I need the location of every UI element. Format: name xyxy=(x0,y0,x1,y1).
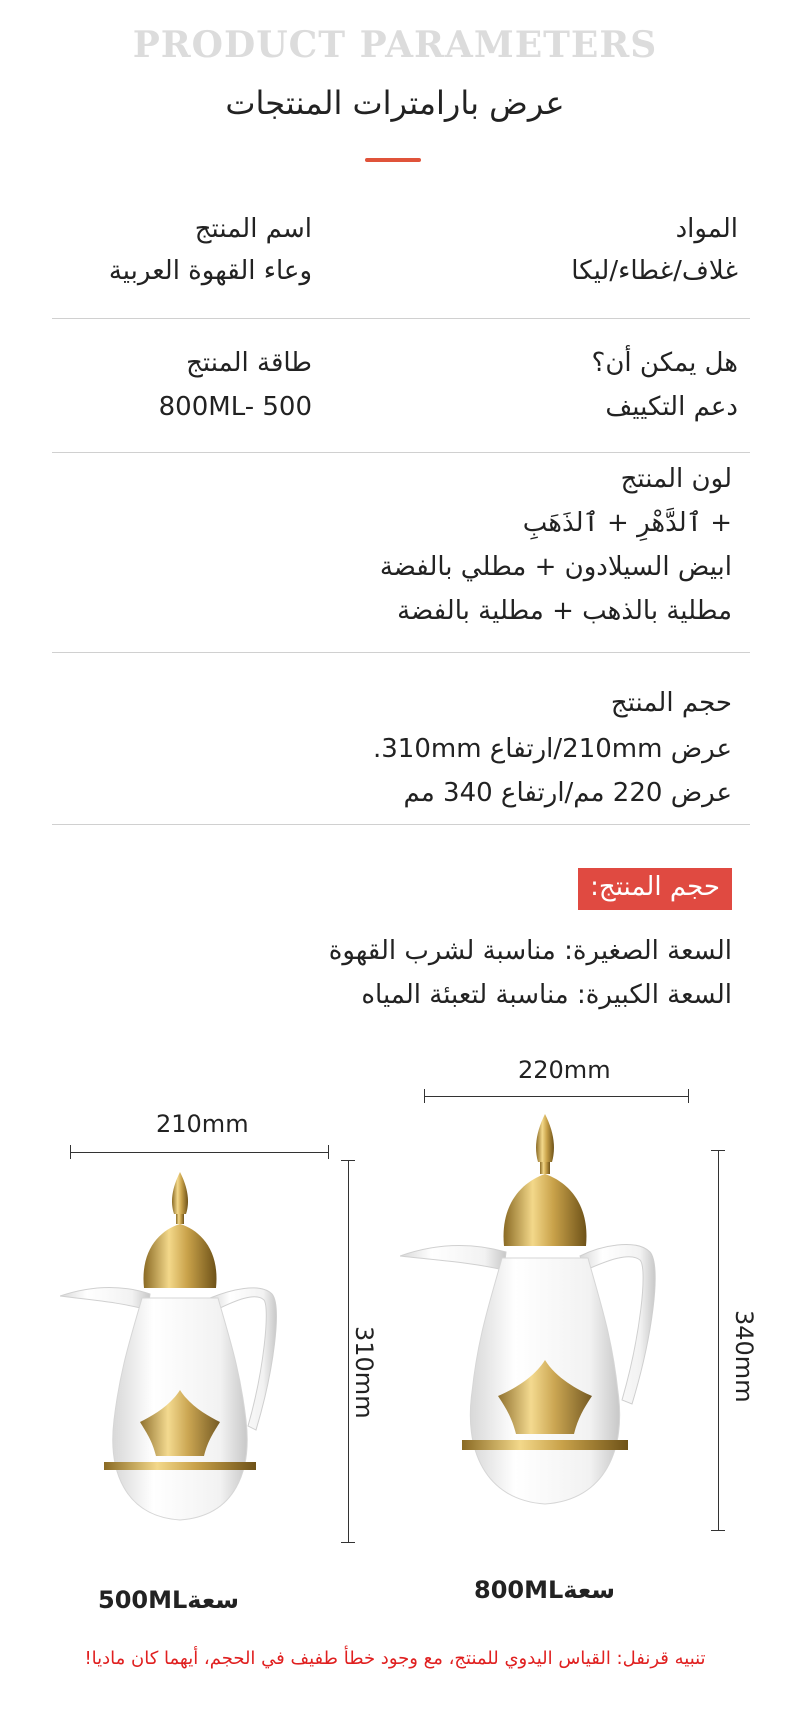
capacity-badge: حجم المنتج: xyxy=(578,868,732,910)
color-label: لون المنتج xyxy=(620,464,732,494)
divider xyxy=(52,652,750,653)
small-height-line xyxy=(348,1160,349,1542)
small-width-line xyxy=(70,1152,328,1153)
color-option-3: مطلية بالذهب + مطلية بالفضة xyxy=(397,596,732,626)
large-height-line xyxy=(718,1150,719,1530)
large-height-label: 340mm xyxy=(730,1310,758,1403)
divider xyxy=(52,824,750,825)
large-width-tick-right xyxy=(688,1089,689,1103)
title-underline-dot xyxy=(416,158,421,162)
small-height-tick-bottom xyxy=(341,1542,355,1543)
small-dallah-image xyxy=(60,1170,310,1550)
title-underline xyxy=(365,158,420,162)
color-option-1: + ٱلدَّهْرِ + ٱلذَهَبِ xyxy=(522,508,732,538)
color-option-2: ابيض السيلادون + مطلي بالفضة xyxy=(379,552,732,582)
small-height-tick-top xyxy=(341,1160,355,1161)
title-en: PRODUCT PARAMETERS xyxy=(132,24,658,66)
ac-question-label: هل يمكن أن؟ xyxy=(591,348,738,378)
small-capacity-label: سعة500ML xyxy=(98,1586,239,1614)
large-dallah-image xyxy=(400,1112,680,1532)
large-height-tick-top xyxy=(711,1150,725,1151)
size-large: عرض 220 مم/ارتفاع 340 مم xyxy=(403,778,732,808)
large-width-line xyxy=(424,1096,688,1097)
product-name-label: اسم المنتج xyxy=(194,214,312,244)
small-height-label: 310mm xyxy=(350,1326,378,1419)
large-capacity-label: سعة800ML xyxy=(474,1576,615,1604)
material-value: غلاف/غطاء/ليكا xyxy=(571,256,738,286)
small-width-tick-left xyxy=(70,1145,71,1159)
ac-support-value: دعم التكييف xyxy=(605,392,738,422)
size-small: عرض 210mm/ارتفاع 310mm. xyxy=(372,734,732,764)
product-name-value: وعاء القهوة العربية xyxy=(108,256,312,286)
small-width-tick-right xyxy=(328,1145,329,1159)
large-height-tick-bottom xyxy=(711,1530,725,1531)
large-width-tick-left xyxy=(424,1089,425,1103)
large-capacity-note: السعة الكبيرة: مناسبة لتعبئة المياه xyxy=(361,980,732,1010)
large-width-label: 220mm xyxy=(518,1056,611,1084)
material-label: المواد xyxy=(675,214,738,244)
capacity-value: 800ML- 500 xyxy=(158,392,312,422)
small-capacity-note: السعة الصغيرة: مناسبة لشرب القهوة xyxy=(328,936,732,966)
divider xyxy=(52,318,750,319)
size-label: حجم المنتج xyxy=(610,688,732,718)
divider xyxy=(52,452,750,453)
small-width-label: 210mm xyxy=(156,1110,249,1138)
page-title: عرض بارامترات المنتجات xyxy=(225,84,565,122)
capacity-label: طاقة المنتج xyxy=(186,348,312,378)
measurement-notice: تنبيه قرنفل: القياس اليدوي للمنتج، مع وجود خطأ طفيف في الحجم، أيهما كان ماديا! xyxy=(84,1648,706,1669)
